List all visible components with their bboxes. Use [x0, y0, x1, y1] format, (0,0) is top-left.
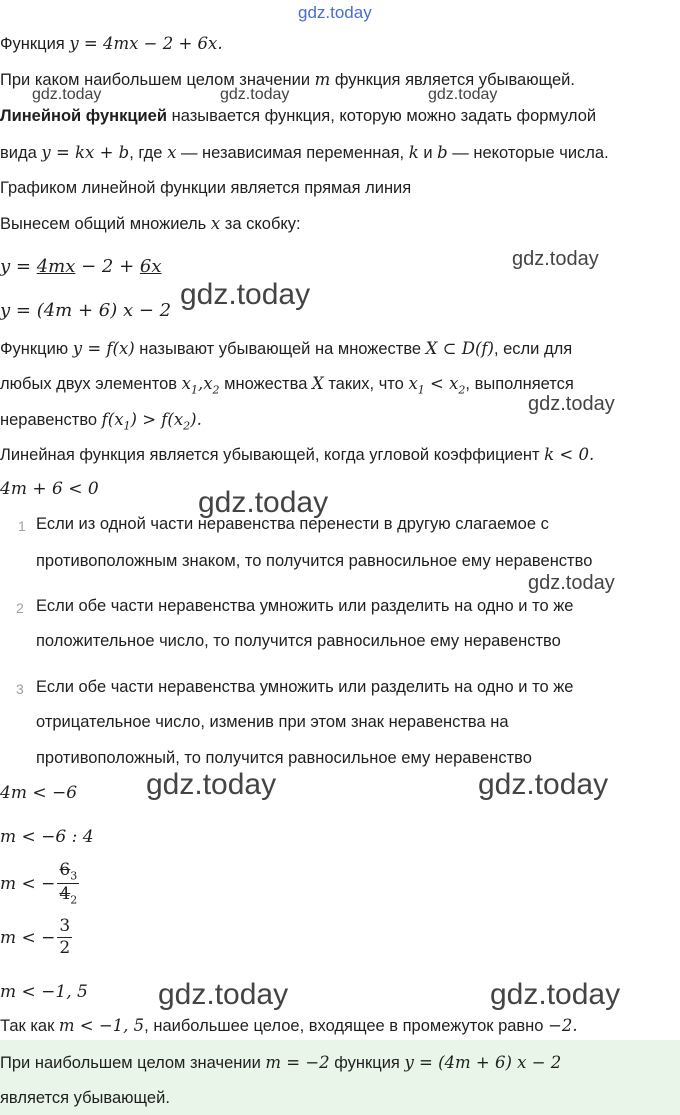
watermark: gdz.today: [512, 248, 599, 270]
condition-line: [0, 445, 594, 465]
fraction: [57, 918, 72, 957]
variable: m: [314, 70, 331, 89]
watermark: gdz.today: [198, 486, 329, 519]
part: m < −: [0, 873, 56, 894]
reduced: 3: [70, 869, 78, 883]
step-fraction: [0, 918, 74, 957]
rule-text: положительное число, то получится равносильное ему неравенство: [36, 632, 561, 650]
text: и: [423, 144, 433, 162]
numerator: [57, 862, 79, 884]
watermark: gdz.today: [478, 768, 609, 801]
variable: X: [311, 374, 324, 393]
part: ).: [190, 410, 202, 429]
var: x: [203, 374, 213, 393]
text: , наибольшее целое, входящее в промежуток равно: [144, 1017, 544, 1035]
rule-text: Если из одной части неравенства перенести в другую слагаемое с: [36, 515, 549, 533]
answer-line: [0, 1053, 561, 1073]
text: множества: [224, 375, 308, 393]
formula: m = −2: [265, 1053, 330, 1072]
watermark: gdz.today: [158, 978, 289, 1011]
text: , где: [129, 144, 163, 162]
formula: m < −1, 5: [58, 1016, 145, 1035]
text: Вынесем общий множиель: [0, 215, 207, 233]
eq-part: y =: [0, 256, 37, 277]
eq-part: − 2 +: [75, 256, 140, 277]
formula: $x_1,x_2$: [181, 374, 220, 397]
num: 6: [59, 860, 71, 880]
step: 4m < −6: [0, 783, 78, 803]
text: Линейная функция является убывающей, когда угловой коэффициент: [0, 446, 540, 464]
formula: k < 0.: [544, 445, 595, 464]
text: любых двух элементов: [0, 375, 178, 393]
step-fraction: [0, 862, 81, 906]
equation: y = (4m + 6) x − 2: [0, 300, 172, 321]
step: m < −6 : 4: [0, 827, 94, 847]
text: вида: [0, 144, 37, 162]
rule-text: противоположным знаком, то получится равносильное ему неравенство: [36, 552, 593, 570]
watermark: gdz.today: [146, 768, 277, 801]
var: < x: [424, 374, 459, 393]
text: При каком наибольшем целом значении: [0, 71, 311, 89]
conclusion-line: [0, 1016, 578, 1036]
part: m < −: [0, 927, 56, 948]
den: 4: [59, 884, 71, 905]
text: таких, что: [328, 375, 404, 393]
answer-line: является убывающей.: [0, 1089, 170, 1107]
formula: y = 4mx − 2 + 6x.: [69, 34, 223, 53]
watermark: gdz.today: [428, 86, 498, 103]
var: x: [181, 374, 191, 393]
text: , выполняется: [465, 375, 574, 393]
step-note: [0, 214, 301, 234]
text: Функция: [0, 35, 65, 53]
definition-line: [0, 339, 572, 359]
variable: x: [167, 143, 177, 162]
variable: b: [437, 143, 448, 162]
text: , если для: [493, 340, 573, 358]
text: называют убывающей на множестве: [139, 340, 422, 358]
value: −2.: [548, 1016, 578, 1035]
watermark-top: gdz.today: [298, 3, 372, 22]
problem-statement: [0, 34, 223, 54]
text: функция является убывающей.: [334, 71, 575, 89]
equation: [0, 256, 162, 277]
rule-text: противоположный, то получится равносильное ему неравенство: [36, 749, 532, 767]
text: за скобку:: [224, 215, 301, 233]
variable: k: [408, 143, 419, 162]
definition-line: [0, 374, 574, 396]
numerator: 3: [59, 916, 71, 936]
fraction: [57, 862, 79, 906]
rule-text: Если обе части неравенства умножить или разделить на одно и то же: [36, 678, 574, 696]
text: функция: [334, 1054, 400, 1072]
rule-text: отрицательное число, изменив при этом знак неравенства на: [36, 713, 509, 731]
rule-number: 1: [18, 518, 26, 534]
text: Функцию: [0, 340, 69, 358]
variable: x: [210, 214, 221, 233]
watermark: gdz.today: [528, 572, 615, 594]
watermark: gdz.today: [32, 86, 102, 103]
graph-note: Графиком линейной функции является прямая линия: [0, 179, 412, 197]
definition-line: [0, 107, 596, 126]
rule-number: 3: [16, 681, 24, 697]
eq-part: 4mx: [36, 256, 76, 277]
bold-term: Линейной функцией: [0, 107, 168, 125]
answer-box: [0, 1040, 680, 1115]
formula: $f(x_1) > f(x_2)$.: [101, 410, 202, 433]
watermark: gdz.today: [528, 393, 615, 415]
part: ) > f(x: [130, 410, 184, 429]
denominator: [57, 884, 79, 905]
denominator: 2: [59, 938, 71, 958]
text: — независимая переменная,: [180, 144, 405, 162]
formula: X ⊂ D(f): [425, 339, 494, 358]
inequality: 4m + 6 < 0: [0, 479, 99, 499]
formula: y = f(x): [72, 339, 135, 358]
formula: y = (4m + 6) x − 2: [404, 1053, 562, 1072]
watermark: gdz.today: [490, 978, 621, 1011]
text: — некоторые числа.: [452, 144, 609, 162]
var: x: [408, 374, 418, 393]
watermark: gdz.today: [180, 278, 311, 311]
rule-number: 2: [16, 600, 24, 616]
reduced: 2: [70, 893, 78, 907]
text: неравенство: [0, 411, 98, 429]
rule-text: Если обе части неравенства умножить или разделить на одно и то же: [36, 597, 574, 615]
text: При наибольшем целом значении: [0, 1054, 261, 1072]
watermark: gdz.today: [220, 86, 290, 103]
formula: y = kx + b: [41, 143, 130, 162]
text: Так как: [0, 1017, 55, 1035]
text: называется функция, которую можно задать формулой: [171, 107, 597, 125]
formula: $x_1 < x_2$: [408, 374, 466, 397]
eq-part: 6x: [139, 256, 162, 277]
question: [0, 70, 575, 90]
step: m < −1, 5: [0, 982, 88, 1002]
definition-line: [0, 410, 202, 432]
part: f(x: [101, 410, 124, 429]
definition-line: [0, 143, 609, 163]
